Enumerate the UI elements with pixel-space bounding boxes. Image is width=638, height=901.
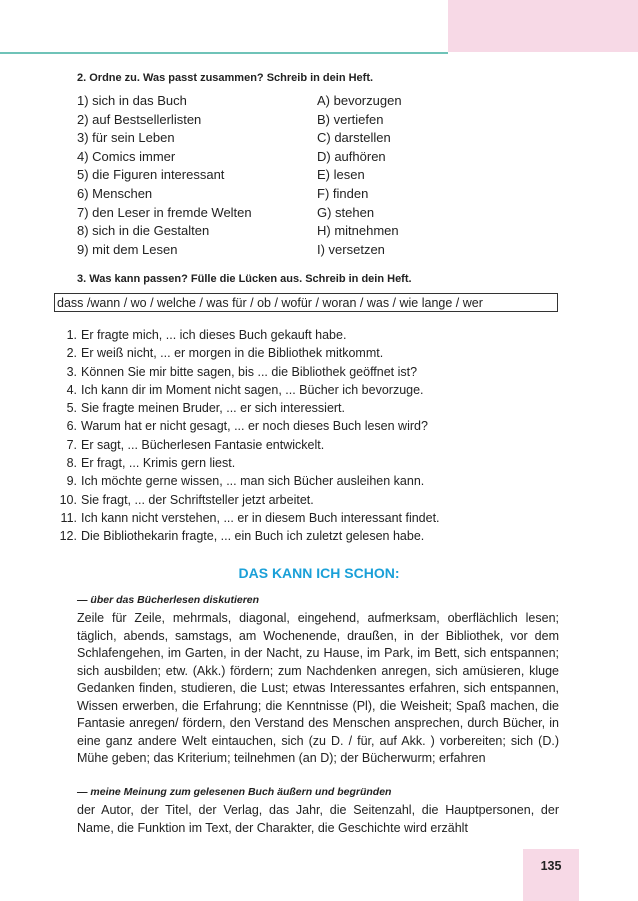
page-number: 135 — [540, 859, 562, 873]
page-number-tab — [523, 849, 579, 901]
list-item: 7. Er sagt, ... Bücherlesen Fantasie entwickelt. — [66, 437, 325, 452]
match-left-item: 3) für sein Leben — [77, 130, 175, 146]
list-item: 3. Können Sie mir bitte sagen, bis ... die Bibliothek geöffnet ist? — [66, 364, 418, 379]
match-right-item: I) versetzen — [317, 241, 385, 257]
exercise-2-left-column — [77, 92, 252, 259]
match-left-item: 2) auf Bestsellerlisten — [77, 111, 202, 127]
subheading-opinion: — meine Meinung zum gelesenen Buch äußern und begründen — [77, 786, 392, 798]
exercise-2-right-column — [317, 92, 402, 259]
list-item: 5. Sie fragte meinen Bruder, ... er sich interessiert. — [66, 401, 346, 416]
list-item: 9. Ich möchte gerne wissen, ... man sich Bücher ausleihen kann. — [66, 474, 425, 489]
vocabulary-paragraph-1: Zeile für Zeile, mehrmals, diagonal, eingehend, aufmerksam, oberflächlich lesen; täglich, abends, samstags, am Wochenende, draußen, in der Bibliothek, vor dem Schlafengehen, im Garten, in der Nacht, zu Hause, im Park, im Bett, sich entspannen; sich ausbilden; etw. (Akk.) fördern; zum Nachdenken anregen, sich amüsieren, kluge Gedanken finden, studieren, die Lust; etwas Interessantes erfahren, sich entspannen, Wissen erwerben, die Erfahrung; die Kenntnisse (Pl), die Weisheit; Spaß machen, die Fantasie anregen/ fördern, den Verstand des Menschen ansprechen, durch Bücher, in eine ganz andere Welt eintauchen, sich (zu D. / für, auf Akk. ) vorbereiten; sich (D.) Mühe geben; das Kriterium; teilnehmen (an D); der Bücherwurm; erfahren — [77, 611, 559, 765]
match-right-item: D) aufhören — [317, 148, 386, 164]
match-right-item: H) mitnehmen — [317, 223, 399, 239]
list-item: 6. Warum hat er nicht gesagt, ... er noch dieses Buch lesen wird? — [66, 419, 428, 434]
match-left-item: 8) sich in die Gestalten — [77, 223, 210, 239]
subheading-discuss: — über das Bücherlesen diskutieren — [77, 594, 260, 606]
word-box: dass /wann / wo / welche / was für / ob / wofür / woran / was / wie lange / wer — [54, 293, 558, 312]
match-left-item: 1) sich in das Buch — [77, 93, 187, 108]
exercise-3-list — [55, 326, 440, 546]
list-item: 11. Ich kann nicht verstehen, ... er in diesem Buch interessant findet. — [60, 510, 440, 525]
header-accent-block — [448, 0, 638, 52]
match-right-item: G) stehen — [317, 204, 375, 220]
match-right-item: E) lesen — [317, 167, 365, 183]
match-left-item: 9) mit dem Lesen — [77, 241, 178, 257]
match-left-item: 4) Comics immer — [77, 148, 176, 164]
exercise-3-heading: 3. Was kann passen? Fülle die Lücken aus. Schreib in dein Heft. — [77, 273, 412, 285]
list-item: 8. Er fragt, ... Krimis gern liest. — [66, 456, 236, 471]
section-title: DAS KANN ICH SCHON: — [238, 565, 400, 581]
list-item: 4. Ich kann dir im Moment nicht sagen, ... Bücher ich bevorzuge. — [66, 382, 424, 397]
match-left-item: 7) den Leser in fremde Welten — [77, 204, 252, 220]
match-right-item: B) vertiefen — [317, 111, 384, 127]
match-left-item: 6) Menschen — [77, 185, 153, 201]
match-right-item: F) finden — [317, 185, 369, 201]
list-item: 1. Er fragte mich, ... ich dieses Buch gekauft habe. — [66, 328, 347, 342]
match-right-item: A) bevorzugen — [317, 93, 402, 108]
match-left-item: 5) die Figuren interessant — [77, 167, 225, 183]
list-item: 2. Er weiß nicht, ... er morgen in die Bibliothek mitkommt. — [66, 346, 384, 361]
exercise-2-heading: 2. Ordne zu. Was passt zusammen? Schreib in dein Heft. — [77, 72, 374, 84]
vocabulary-paragraph-2: der Autor, der Titel, der Verlag, das Jahr, die Seitenzahl, die Hauptpersonen, der Name, die Funktion im Text, der Charakter, die Geschichte wird erzählt — [77, 803, 559, 835]
list-item: 12. Die Bibliothekarin fragte, ... ein Buch ich zuletzt gelesen habe. — [59, 529, 425, 544]
list-item: 10. Sie fragt, ... der Schriftsteller jetzt arbeitet. — [59, 492, 314, 507]
match-right-item: C) darstellen — [317, 130, 391, 146]
top-rule — [0, 52, 448, 54]
